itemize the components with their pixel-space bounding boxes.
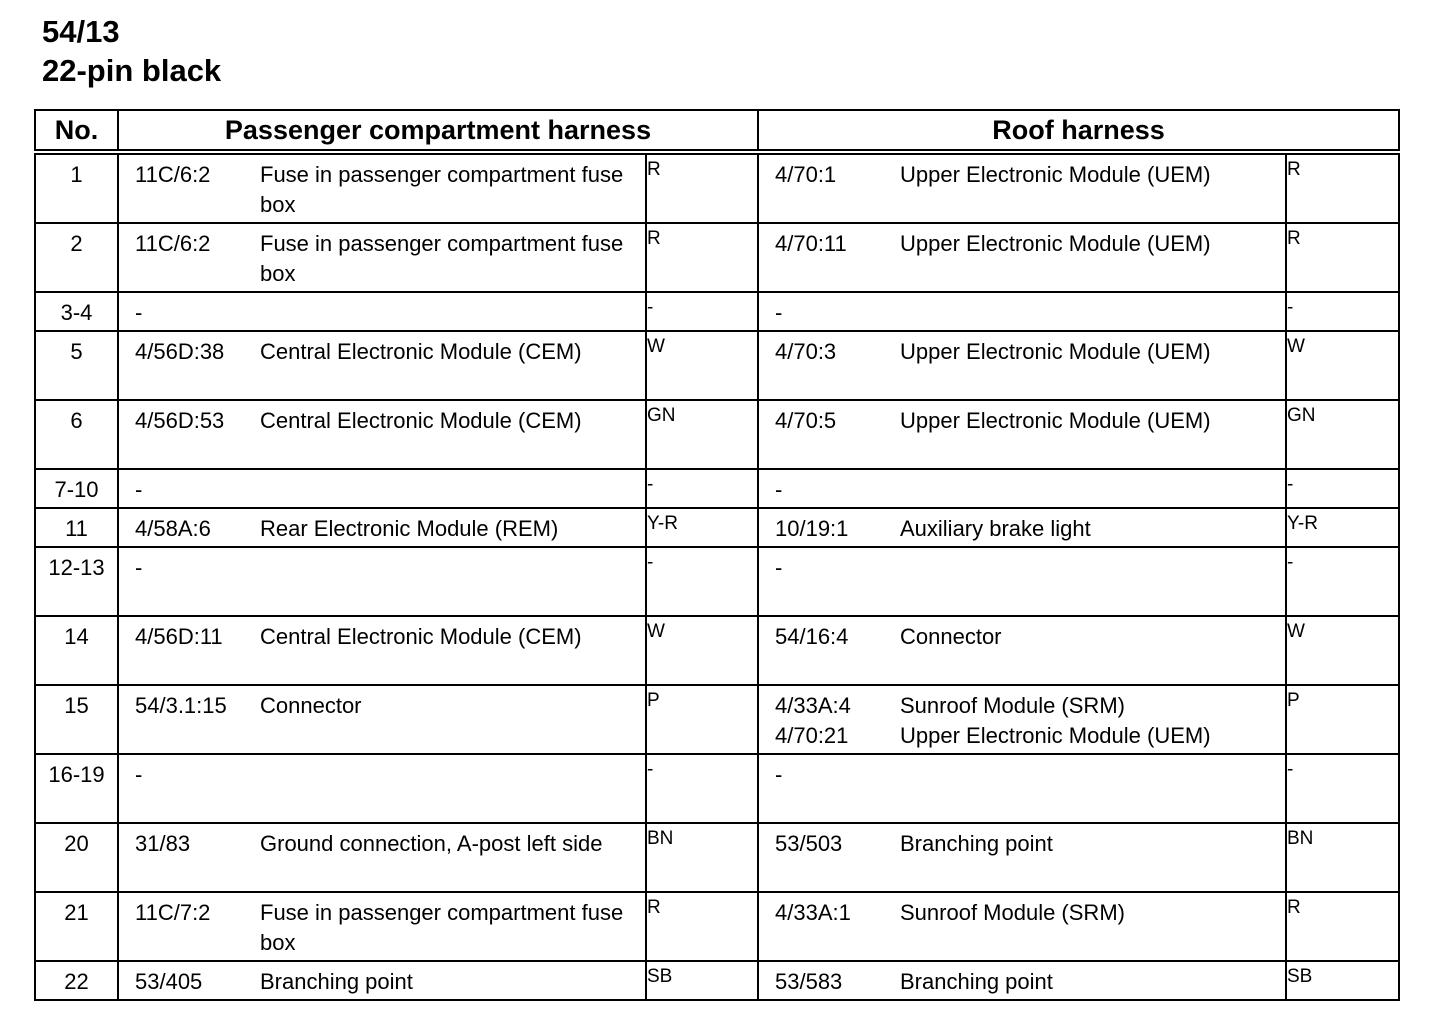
roof-harness-wire-color: - bbox=[1286, 754, 1399, 823]
table-row bbox=[35, 961, 1399, 1000]
table-header-row bbox=[35, 110, 1399, 152]
roof-harness-description: Connector bbox=[900, 624, 1002, 649]
passenger-harness-cell bbox=[118, 961, 646, 1000]
roof-harness-code: - bbox=[775, 300, 783, 325]
pin-number: 5 bbox=[35, 331, 118, 400]
passenger-harness-code: 11C/6:2 bbox=[135, 162, 211, 187]
roof-harness-cell bbox=[758, 152, 1286, 223]
pin-number: 15 bbox=[35, 685, 118, 754]
roof-harness-cell bbox=[758, 892, 1286, 961]
passenger-harness-cell bbox=[118, 223, 646, 292]
pin-table bbox=[34, 109, 1400, 1001]
roof-harness-code: - bbox=[775, 762, 783, 787]
roof-harness-cell bbox=[758, 754, 1286, 823]
passenger-harness-code: - bbox=[135, 477, 143, 502]
table-row bbox=[35, 508, 1399, 547]
roof-harness-code: 10/19:1 bbox=[775, 516, 849, 541]
pin-number: 20 bbox=[35, 823, 118, 892]
table-row bbox=[35, 685, 1399, 754]
roof-harness-wire-color: R bbox=[1286, 152, 1399, 223]
passenger-harness-description: Central Electronic Module (CEM) bbox=[260, 339, 582, 364]
roof-harness-wire-color: R bbox=[1286, 892, 1399, 961]
pin-number: 12-13 bbox=[35, 547, 118, 616]
roof-harness-code: 4/33A:1 bbox=[775, 900, 851, 925]
passenger-harness-wire-color: - bbox=[646, 469, 758, 508]
table-row bbox=[35, 152, 1399, 223]
roof-harness-cell bbox=[758, 331, 1286, 400]
roof-harness-description bbox=[900, 553, 1285, 583]
column-header-no: No. bbox=[35, 110, 118, 152]
passenger-harness-cell bbox=[118, 400, 646, 469]
passenger-harness-description bbox=[260, 553, 645, 583]
passenger-harness-wire-color: W bbox=[646, 616, 758, 685]
roof-harness-cell bbox=[758, 223, 1286, 292]
roof-harness-wire-color: SB bbox=[1286, 961, 1399, 1000]
table-row bbox=[35, 223, 1399, 292]
table-row bbox=[35, 892, 1399, 961]
table-row bbox=[35, 292, 1399, 331]
roof-harness-code: 53/503 bbox=[775, 831, 843, 856]
roof-harness-cell bbox=[758, 616, 1286, 685]
passenger-harness-description bbox=[260, 760, 645, 790]
roof-harness-cell bbox=[758, 292, 1286, 331]
passenger-harness-wire-color: GN bbox=[646, 400, 758, 469]
roof-harness-cell bbox=[758, 685, 1286, 754]
pin-number: 16-19 bbox=[35, 754, 118, 823]
roof-harness-wire-color: - bbox=[1286, 292, 1399, 331]
roof-harness-wire-color: P bbox=[1286, 685, 1399, 754]
passenger-harness-wire-color: W bbox=[646, 331, 758, 400]
roof-harness-code: 4/70:3 bbox=[775, 339, 837, 364]
pin-number: 3-4 bbox=[35, 292, 118, 331]
passenger-harness-cell bbox=[118, 508, 646, 547]
roof-harness-cell bbox=[758, 823, 1286, 892]
passenger-harness-code: 4/56D:53 bbox=[135, 408, 225, 433]
table-row bbox=[35, 400, 1399, 469]
pin-number: 7-10 bbox=[35, 469, 118, 508]
roof-harness-wire-color: R bbox=[1286, 223, 1399, 292]
roof-harness-description: Upper Electronic Module (UEM) bbox=[900, 339, 1211, 364]
passenger-harness-code: - bbox=[135, 762, 143, 787]
passenger-harness-wire-color: BN bbox=[646, 823, 758, 892]
passenger-harness-description: Ground connection, A-post left side bbox=[260, 831, 603, 856]
passenger-harness-wire-color: R bbox=[646, 892, 758, 961]
passenger-harness-code: 4/56D:38 bbox=[135, 339, 225, 364]
roof-harness-code: 4/33A:4 bbox=[775, 693, 851, 718]
pin-number: 14 bbox=[35, 616, 118, 685]
passenger-harness-wire-color: R bbox=[646, 223, 758, 292]
passenger-harness-description: Connector bbox=[260, 693, 362, 718]
roof-harness-code: 4/70:5 bbox=[775, 408, 837, 433]
table-row bbox=[35, 547, 1399, 616]
roof-harness-wire-color: W bbox=[1286, 616, 1399, 685]
roof-harness-description bbox=[900, 475, 1285, 505]
passenger-harness-code: 4/56D:11 bbox=[135, 624, 223, 649]
roof-harness-description: Sunroof Module (SRM) bbox=[900, 900, 1125, 925]
pin-table-body bbox=[35, 152, 1399, 1000]
passenger-harness-description bbox=[260, 475, 645, 505]
connector-number: 54/13 bbox=[42, 14, 120, 49]
roof-harness-description: Sunroof Module (SRM) bbox=[900, 693, 1125, 718]
roof-harness-description: Upper Electronic Module (UEM) bbox=[900, 162, 1211, 187]
passenger-harness-description bbox=[260, 298, 645, 328]
passenger-harness-description: Rear Electronic Module (REM) bbox=[260, 516, 559, 541]
pin-number: 11 bbox=[35, 508, 118, 547]
roof-harness-code: 4/70:21 bbox=[775, 723, 849, 748]
passenger-harness-description: Central Electronic Module (CEM) bbox=[260, 624, 582, 649]
passenger-harness-cell bbox=[118, 547, 646, 616]
passenger-harness-code: 54/3.1:15 bbox=[135, 693, 227, 718]
table-row bbox=[35, 823, 1399, 892]
roof-harness-code: - bbox=[775, 477, 783, 502]
passenger-harness-cell bbox=[118, 469, 646, 508]
passenger-harness-description: Central Electronic Module (CEM) bbox=[260, 408, 582, 433]
roof-harness-wire-color: - bbox=[1286, 469, 1399, 508]
roof-harness-code: - bbox=[775, 555, 783, 580]
roof-harness-cell bbox=[758, 469, 1286, 508]
roof-harness-cell bbox=[758, 547, 1286, 616]
passenger-harness-cell bbox=[118, 331, 646, 400]
roof-harness-description bbox=[900, 760, 1285, 790]
passenger-harness-description: Fuse in passenger compartment fuse box bbox=[260, 231, 624, 286]
roof-harness-description: Branching point bbox=[900, 831, 1053, 856]
table-row bbox=[35, 469, 1399, 508]
roof-harness-description: Upper Electronic Module (UEM) bbox=[900, 231, 1211, 256]
passenger-harness-wire-color: SB bbox=[646, 961, 758, 1000]
passenger-harness-cell bbox=[118, 892, 646, 961]
roof-harness-code: 53/583 bbox=[775, 969, 843, 994]
roof-harness-wire-color: Y-R bbox=[1286, 508, 1399, 547]
passenger-harness-wire-color: R bbox=[646, 152, 758, 223]
roof-harness-description: Auxiliary brake light bbox=[900, 516, 1091, 541]
passenger-harness-code: 4/58A:6 bbox=[135, 516, 211, 541]
passenger-harness-cell bbox=[118, 152, 646, 223]
passenger-harness-cell bbox=[118, 685, 646, 754]
passenger-harness-description: Fuse in passenger compartment fuse box bbox=[260, 900, 624, 955]
passenger-harness-wire-color: Y-R bbox=[646, 508, 758, 547]
passenger-harness-wire-color: - bbox=[646, 547, 758, 616]
roof-harness-cell bbox=[758, 508, 1286, 547]
passenger-harness-cell bbox=[118, 292, 646, 331]
passenger-harness-code: - bbox=[135, 300, 143, 325]
column-header-passenger-harness: Passenger compartment harness bbox=[118, 110, 758, 152]
roof-harness-cell bbox=[758, 961, 1286, 1000]
passenger-harness-wire-color: - bbox=[646, 292, 758, 331]
passenger-harness-code: 53/405 bbox=[135, 969, 203, 994]
passenger-harness-cell bbox=[118, 823, 646, 892]
passenger-harness-code: - bbox=[135, 555, 143, 580]
passenger-harness-description: Fuse in passenger compartment fuse box bbox=[260, 162, 624, 217]
pin-number: 6 bbox=[35, 400, 118, 469]
pin-number: 21 bbox=[35, 892, 118, 961]
roof-harness-description: Branching point bbox=[900, 969, 1053, 994]
table-row bbox=[35, 331, 1399, 400]
passenger-harness-wire-color: - bbox=[646, 754, 758, 823]
passenger-harness-description: Branching point bbox=[260, 969, 413, 994]
roof-harness-description bbox=[900, 298, 1285, 328]
pin-number: 1 bbox=[35, 152, 118, 223]
table-row bbox=[35, 754, 1399, 823]
roof-harness-wire-color: BN bbox=[1286, 823, 1399, 892]
passenger-harness-cell bbox=[118, 754, 646, 823]
passenger-harness-code: 11C/6:2 bbox=[135, 231, 211, 256]
roof-harness-description: Upper Electronic Module (UEM) bbox=[900, 723, 1211, 748]
roof-harness-description: Upper Electronic Module (UEM) bbox=[900, 408, 1211, 433]
pin-number: 2 bbox=[35, 223, 118, 292]
roof-harness-wire-color: - bbox=[1286, 547, 1399, 616]
roof-harness-wire-color: W bbox=[1286, 331, 1399, 400]
passenger-harness-cell bbox=[118, 616, 646, 685]
roof-harness-wire-color: GN bbox=[1286, 400, 1399, 469]
roof-harness-code: 4/70:1 bbox=[775, 162, 837, 187]
passenger-harness-wire-color: P bbox=[646, 685, 758, 754]
pin-number: 22 bbox=[35, 961, 118, 1000]
passenger-harness-code: 11C/7:2 bbox=[135, 900, 211, 925]
column-header-roof-harness: Roof harness bbox=[758, 110, 1399, 152]
roof-harness-code: 54/16:4 bbox=[775, 624, 849, 649]
connector-description: 22-pin black bbox=[42, 53, 222, 88]
passenger-harness-code: 31/83 bbox=[135, 831, 191, 856]
table-row bbox=[35, 616, 1399, 685]
roof-harness-cell bbox=[758, 400, 1286, 469]
roof-harness-code: 4/70:11 bbox=[775, 231, 847, 256]
